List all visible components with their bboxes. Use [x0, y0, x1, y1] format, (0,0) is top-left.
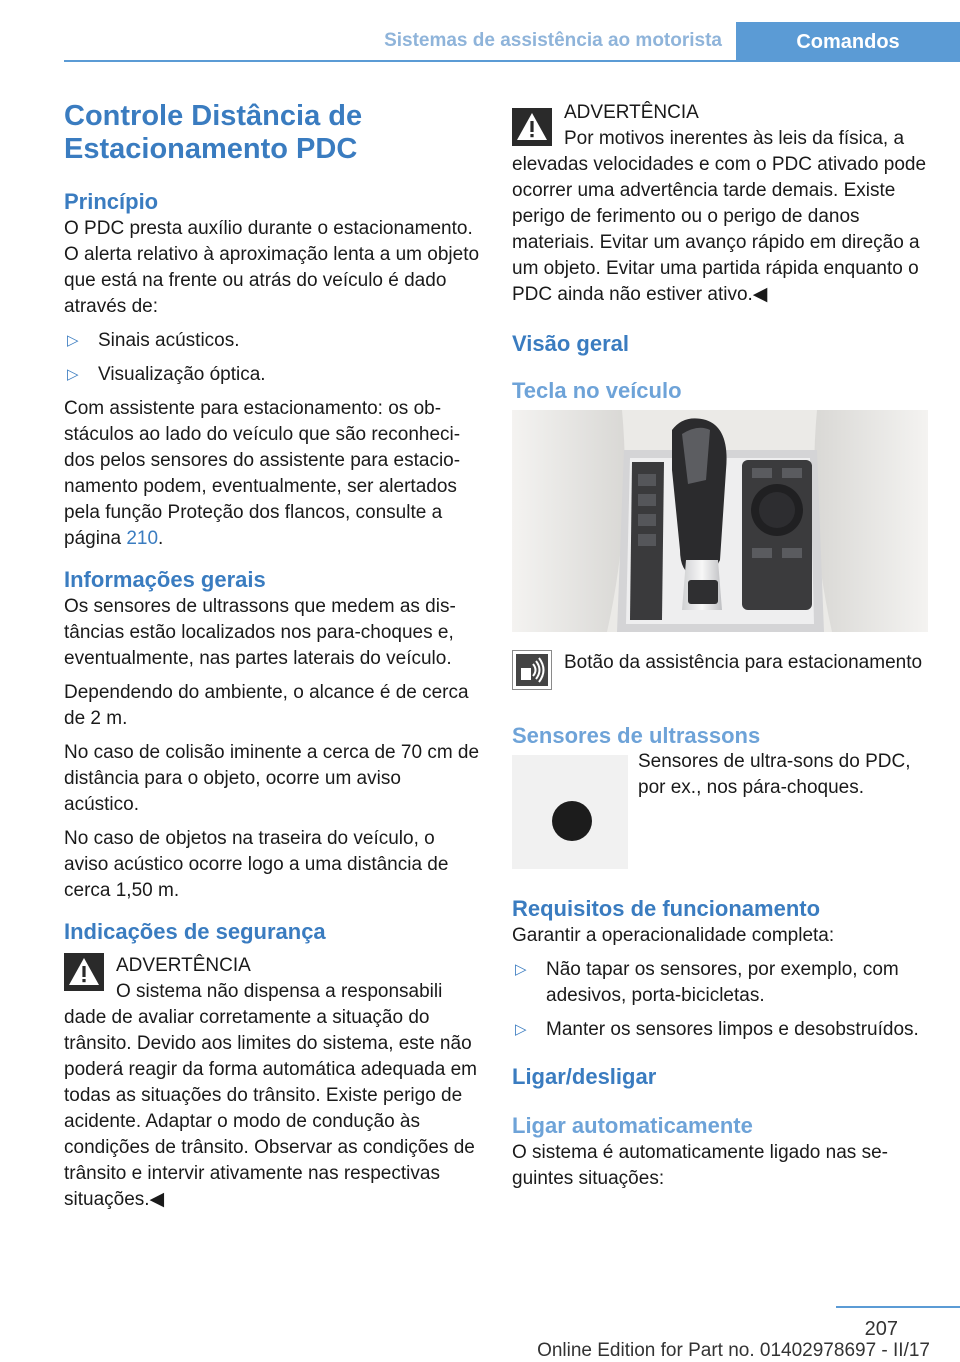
triangle-bullet-icon: ▷ [515, 1021, 527, 1038]
center-console-photo [512, 410, 928, 632]
auto-text: O sistema é automaticamente ligado nas seguintes situações: [512, 1142, 888, 1189]
page-link[interactable]: 210 [126, 528, 159, 549]
info-paragraph: Os sensores de ultrassons que medem as distâncias estão localizados nos para-choques e, eventualmente, nas partes laterais do veículo. [64, 596, 456, 669]
parking-assist-button-icon [512, 650, 552, 690]
auto-heading: Ligar automaticamente [512, 1113, 753, 1138]
warning-text: O sistema não dispensa a responsabili dade de avaliar corretamente a situação do trânsito. Devido aos limites do sistema, este não poderá reagir da forma automática adequada em todas as situações do trânsito. Existe perigo de acidente. Adaptar o modo de condução às condições de trânsito. Observar as condições de trânsito e intervir ativamente nas respectivas situações.◀ [64, 981, 477, 1210]
principio-text: O PDC presta auxílio durante o estacionamento. O alerta relativo à aproximação lenta a um objeto que está na frente ou atrás do veículo é dado através de: [64, 218, 480, 317]
warning-triangle-icon [512, 108, 552, 146]
left-column [64, 100, 480, 1213]
triangle-bullet-icon: ▷ [67, 332, 79, 349]
triangle-bullet-icon: ▷ [67, 366, 79, 383]
warning-title: ADVERTÊNCIA [116, 955, 251, 976]
ultrasonic-sensor-image [512, 755, 628, 869]
requirements-heading: Requisitos de funcionamento [512, 896, 821, 921]
sensors-text: Sensores de ultra-sons do PDC, por ex., nos pára-choques. [638, 751, 911, 798]
header-rule [64, 60, 960, 62]
info-paragraph: No caso de colisão iminente a cerca de 70 cm de distância para o objeto, ocorre um aviso acústico. [64, 742, 480, 815]
page-header [0, 0, 960, 62]
safety-heading: Indicações de segurança [64, 919, 326, 944]
requirements-list [512, 957, 928, 1043]
header-section-title: Sistemas de assistência ao motorista [384, 30, 722, 51]
list-item: ▷ Não tapar os sensores, por exemplo, com adesivos, porta-bicicletas. [515, 959, 899, 1006]
right-column [512, 100, 928, 1200]
footer-rule [836, 1306, 960, 1308]
page-number: 207 [864, 1318, 898, 1340]
warning-block [512, 100, 928, 308]
info-paragraph: Dependendo do ambiente, o alcance é de cerca de 2 m. [64, 682, 469, 729]
page-title: Controle Distância de Estacionamento PDC [64, 100, 363, 165]
list-item: ▷ Visualização óptica. [64, 362, 480, 388]
info-heading: Informações gerais [64, 567, 266, 592]
parking-button-caption [512, 650, 928, 702]
list-item: ▷ Manter os sensores limpos e desobstruídos. [512, 1017, 928, 1043]
edition-text: Online Edition for Part no. 01402978697 - II/17 [537, 1340, 930, 1361]
parking-button-caption-text: Botão da assistência para estacionamento [564, 652, 923, 673]
header-chapter-tab: Comandos [736, 22, 960, 60]
principio-heading: Princípio [64, 189, 159, 214]
button-heading: Tecla no veículo [512, 378, 682, 403]
overview-heading: Visão geral [512, 331, 629, 356]
sensor-dot-icon [552, 801, 592, 841]
signal-list [64, 328, 480, 388]
onoff-heading: Ligar/desligar [512, 1064, 657, 1089]
warning-text: Por motivos inerentes às leis da física, a elevadas velocidades e com o PDC ativado pode ocorrer uma advertência tarde demais. Existe perigo de ferimento ou o perigo de danos materiais. Evitar um avanço rápido em direção a um objeto. Evitar uma partida rápida enquanto o PDC ainda não estiver ativo.◀ [512, 128, 927, 305]
warning-block [64, 953, 480, 1213]
info-paragraph: No caso de objetos na traseira do veículo, o aviso acústico ocorre logo a uma distância de cerca 1,50 m. [64, 828, 449, 901]
requirements-text: Garantir a operacionalidade completa: [512, 925, 835, 946]
warning-triangle-icon [64, 953, 104, 991]
triangle-bullet-icon: ▷ [515, 961, 527, 978]
sensor-row [512, 751, 928, 869]
sensors-heading: Sensores de ultrassons [512, 723, 761, 748]
warning-title: ADVERTÊNCIA [564, 102, 699, 123]
assist-text: Com assistente para estacionamento: os obstáculos ao lado do veículo que são reconhecidos pelos sensores do assistente para estacionamento podem, eventualmente, ser alertados pela função Proteção dos flancos, consulte a página 210. [64, 398, 461, 549]
list-item: ▷ Sinais acústicos. [64, 328, 480, 354]
